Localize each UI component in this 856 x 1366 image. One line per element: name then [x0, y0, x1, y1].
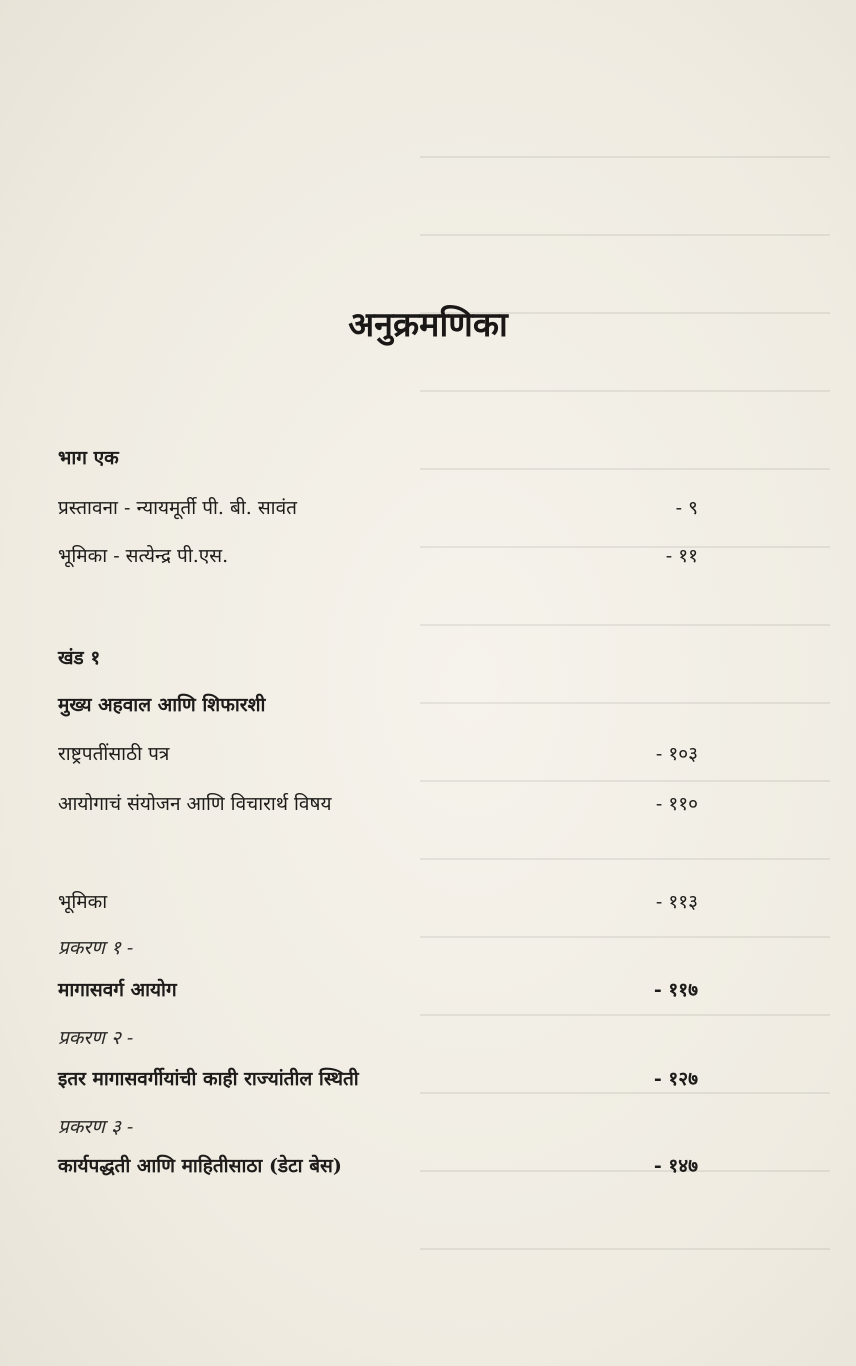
toc-chapter-1-label	[58, 934, 698, 968]
entry-page: - १०३	[655, 743, 698, 765]
entry-page: - ११७	[653, 979, 698, 1001]
heading-label: मुख्य अहवाल आणि शिफारशी	[58, 694, 266, 716]
toc-entry-chapter-2	[58, 1065, 698, 1099]
entry-page: - १२७	[653, 1068, 698, 1090]
entry-label: आयोगाचं संयोजन आणि विचारार्थ विषय	[58, 793, 332, 815]
toc-entry-chapter-3	[58, 1152, 698, 1186]
toc-entry-letter	[58, 740, 698, 774]
entry-label: भूमिका	[58, 891, 108, 913]
toc-heading-volume-one	[58, 644, 698, 678]
toc-entry-composition	[58, 790, 698, 824]
entry-label: राष्ट्रपतींसाठी पत्र	[58, 743, 170, 765]
toc-chapter-3-label	[58, 1113, 698, 1147]
entry-page: - ९	[675, 497, 698, 519]
entry-label: कार्यपद्धती आणि माहितीसाठा (डेटा बेस)	[58, 1155, 342, 1177]
toc-entry-chapter-1	[58, 976, 698, 1010]
entry-label: प्रस्तावना - न्यायमूर्ती पी. बी. सावंत	[58, 497, 298, 519]
entry-page: - १४७	[653, 1155, 698, 1177]
toc-chapter-2-label	[58, 1024, 698, 1058]
entry-label: इतर मागासवर्गीयांची काही राज्यांतील स्थिती	[58, 1068, 359, 1090]
toc-entry-introduction	[58, 542, 698, 576]
chapter-label: प्रकरण ३ -	[58, 1116, 134, 1138]
entry-page: - ११३	[655, 891, 698, 913]
toc-entry-introduction-2	[58, 888, 698, 922]
page-title: अनुक्रमणिका	[348, 305, 508, 345]
entry-page: - ११०	[655, 793, 698, 815]
toc-heading-main-report	[58, 691, 698, 725]
entry-label: मागासवर्ग आयोग	[58, 979, 177, 1001]
heading-label: खंड १	[58, 647, 101, 669]
chapter-label: प्रकरण १ -	[58, 937, 134, 959]
entry-page: - ११	[665, 545, 698, 567]
toc-entry-preface	[58, 494, 698, 528]
chapter-label: प्रकरण २ -	[58, 1027, 134, 1049]
heading-label: भाग एक	[58, 447, 119, 469]
toc-heading-part-one	[58, 444, 698, 478]
entry-label: भूमिका - सत्येन्द्र पी.एस.	[58, 545, 229, 567]
